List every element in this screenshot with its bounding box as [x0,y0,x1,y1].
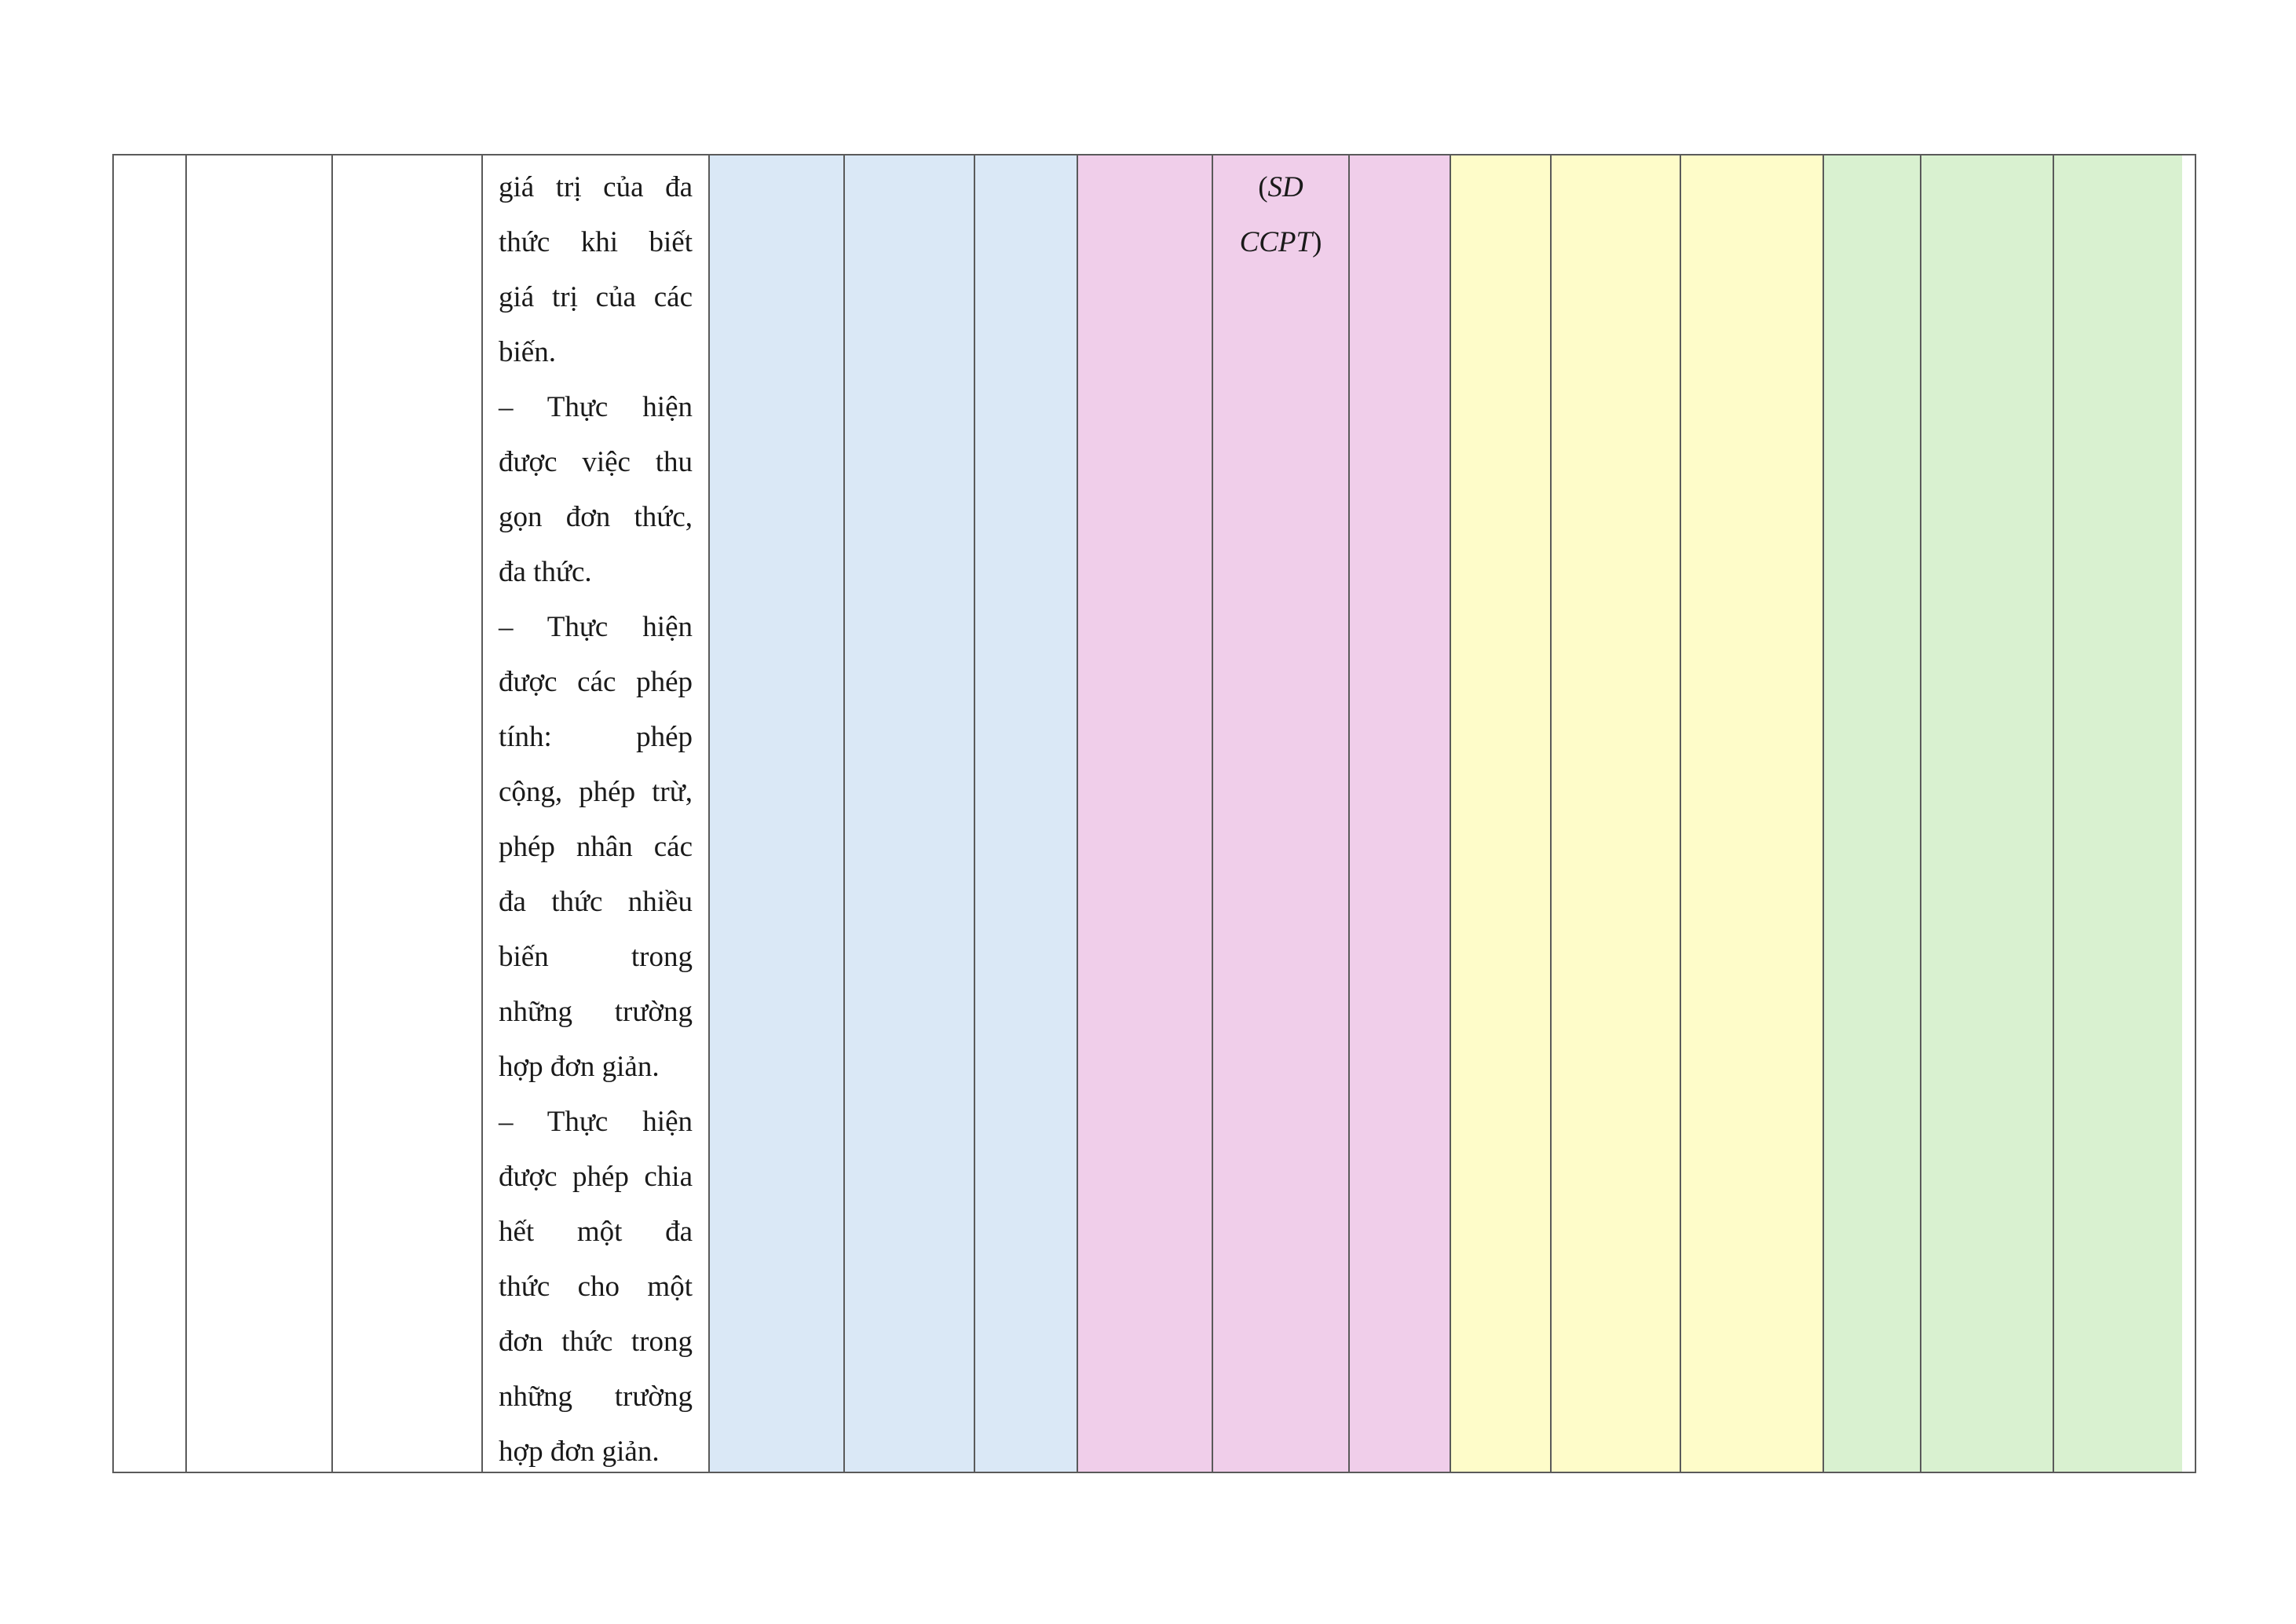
table-cell-blue-2 [845,155,975,1472]
requirement-paragraph-3 [499,600,693,1095]
table-cell-blue-3 [975,155,1078,1472]
requirement-line: thức cho một [499,1271,693,1303]
table-cell-topic [333,155,483,1472]
requirement-line: hợp đơn giản. [499,1436,660,1468]
table-cell-pink-1 [1078,155,1213,1472]
requirement-line: gọn đơn thức, [499,501,693,533]
table-cell-yellow-1 [1451,155,1552,1472]
requirement-line: được các phép [499,666,693,698]
requirement-line: những trường [499,996,693,1028]
requirement-paragraph-2 [499,380,693,600]
assessment-matrix-table [112,154,2196,1473]
note-open-paren: ( [1258,171,1268,203]
requirement-line: biến trong [499,941,693,973]
requirement-line: hợp đơn giản. [499,1051,660,1083]
table-cell-requirements [483,155,710,1472]
requirement-line: giá trị của các [499,281,693,313]
requirement-line: đa thức. [499,556,592,588]
requirement-line: tính: phép [499,721,693,753]
table-cell-green-3 [2054,155,2182,1472]
table-cell-stt [114,155,187,1472]
requirement-line: thức khi biết [499,226,693,258]
table-cell-yellow-2 [1552,155,1681,1472]
requirement-line: phép nhân các [499,831,693,863]
requirement-line: đa thức nhiều [499,886,693,918]
table-cell-yellow-3 [1681,155,1824,1472]
requirement-line: biến. [499,336,556,368]
competency-note [1213,160,1348,270]
table-cell-green-2 [1921,155,2054,1472]
requirement-line: giá trị của đa [499,171,693,203]
requirement-line: hết một đa [499,1216,693,1248]
requirement-line: – Thực hiện [499,611,693,643]
table-cell-blue-1 [710,155,845,1472]
requirement-paragraph-4 [499,1095,693,1480]
note-close-paren: ) [1312,226,1322,258]
table-cell-chapter [187,155,333,1472]
requirement-line: – Thực hiện [499,391,693,423]
table-cell-green-1 [1824,155,1921,1472]
table-cell-pink-3 [1350,155,1451,1472]
requirement-line: được việc thu [499,446,693,478]
requirement-line: được phép chia [499,1161,693,1193]
note-line-1: SD [1267,171,1303,203]
table-cell-pink-note [1213,155,1350,1472]
note-line-2: CCPT [1239,226,1313,258]
requirement-paragraph-1 [499,160,693,380]
requirement-line: cộng, phép trừ, [499,776,693,808]
requirement-line: những trường [499,1381,693,1413]
requirement-line: – Thực hiện [499,1106,693,1138]
requirement-line: đơn thức trong [499,1326,693,1358]
